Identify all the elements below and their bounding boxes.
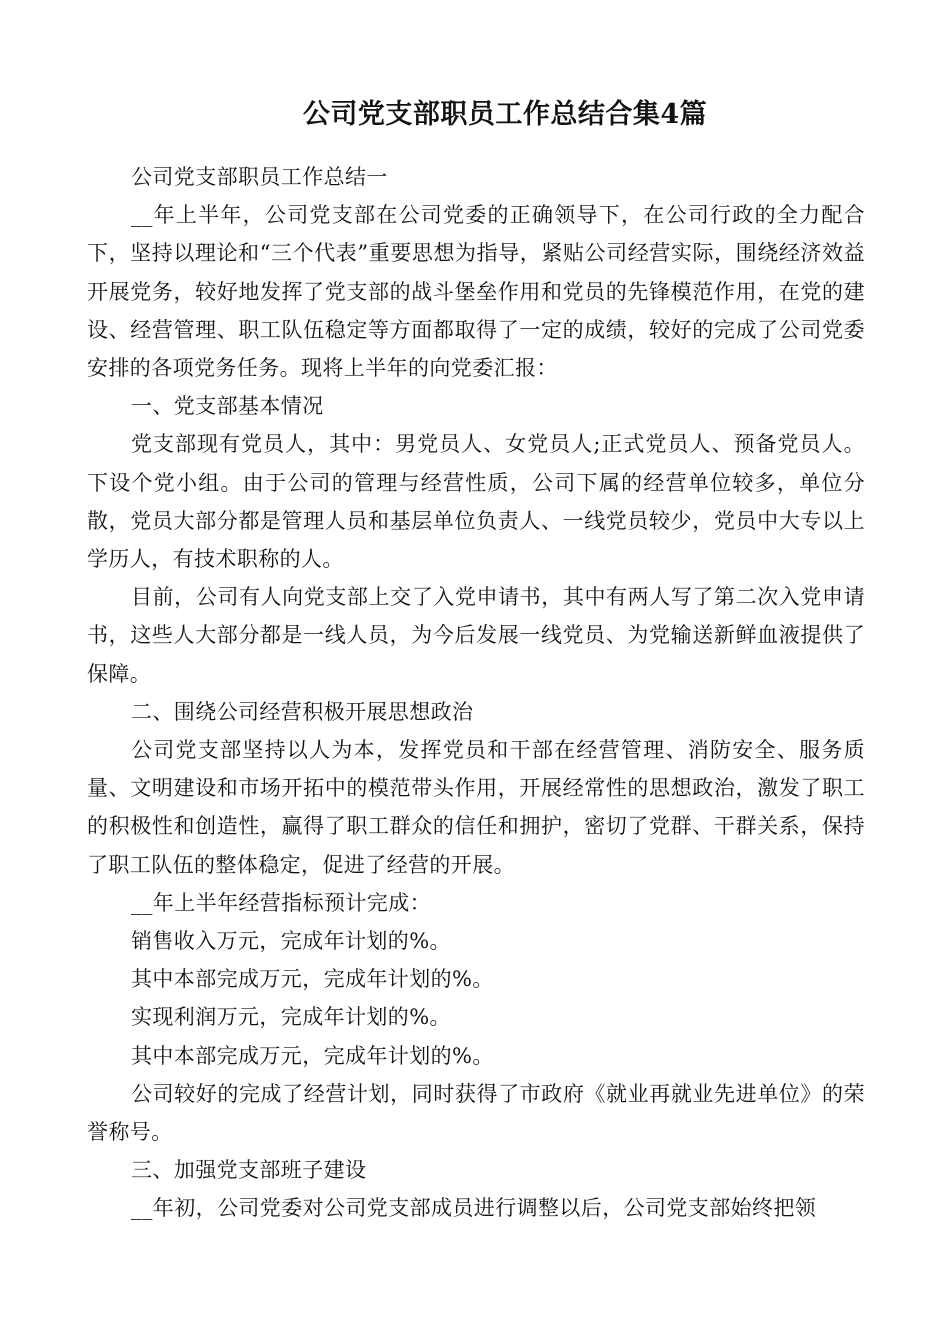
paragraph: 实现利润万元，完成年计划的%。 <box>131 1005 451 1030</box>
paragraph: 党支部现有党员人，其中：男党员人、女党员人;正式党员人、预备党员人。下设个党小组。由于公司的管理与经营性质，公司下属的经营单位较多，单位分散，党员大部分都是管理人员和基层单位负责人、一线党员较少，党员中大专以上学历人，有技术职称的人。 <box>87 432 865 572</box>
paragraph: 其中本部完成万元，完成年计划的%。 <box>131 1043 494 1068</box>
paragraph: 其中本部完成万元，完成年计划的%。 <box>131 967 494 992</box>
paragraph: __年上半年经营指标预计完成： <box>131 890 431 915</box>
paragraph: __年上半年，公司党支部在公司党委的正确领导下，在公司行政的全力配合下，坚持以理论和“三个代表”重要思想为指导，紧贴公司经营实际，围绕经济效益开展党务，较好地发挥了党支部的战斗堡垒作用和党员的先锋模范作用，在党的建设、经营管理、职工队伍稳定等方面都取得了一定的成绩，较好的完成了公司党委安排的各项党务任务。现将上半年的向党委汇报： <box>87 203 865 381</box>
section-heading: 二、围绕公司经营积极开展思想政治 <box>131 699 474 724</box>
document-body <box>87 158 865 1228</box>
section-title: 公司党支部职员工作总结一 <box>131 165 388 189</box>
paragraph: 公司较好的完成了经营计划，同时获得了市政府《就业再就业先进单位》的荣誉称号。 <box>87 1081 865 1145</box>
paragraph: __年初，公司党委对公司党支部成员进行调整以后，公司党支部始终把领 <box>131 1196 817 1221</box>
paragraph: 销售收入万元，完成年计划的%。 <box>131 929 451 954</box>
section-heading: 三、加强党支部班子建设 <box>131 1158 367 1183</box>
section-heading: 一、党支部基本情况 <box>131 394 324 419</box>
paragraph: 公司党支部坚持以人为本，发挥党员和干部在经营管理、消防安全、服务质量、文明建设和市场开拓中的模范带头作用，开展经常性的思想政治，激发了职工的积极性和创造性，赢得了职工群众的信任和拥护，密切了党群、干群关系，保持了职工队伍的整体稳定，促进了经营的开展。 <box>87 738 865 877</box>
document-title: 公司党支部职员工作总结合集4篇 <box>302 99 708 130</box>
paragraph: 目前，公司有人向党支部上交了入党申请书，其中有两人写了第二次入党申请书，这些人大部分都是一线人员，为今后发展一线党员、为党输送新鲜血液提供了保障。 <box>87 585 865 686</box>
